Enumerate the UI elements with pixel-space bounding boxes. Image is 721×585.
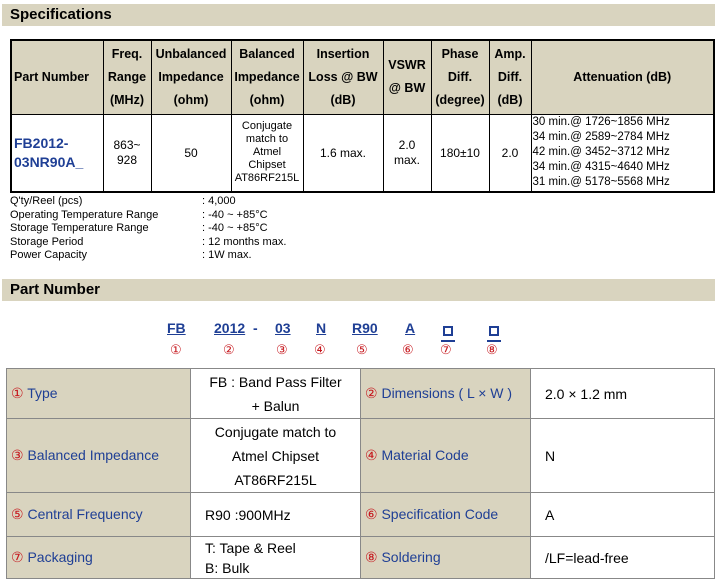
code-impedance: 03: [275, 320, 291, 336]
cell-amp-diff: 2.0: [489, 114, 531, 192]
note-row: Storage Temperature Range : -40 ~ +85°C: [10, 222, 268, 234]
circled-number: ⑦: [440, 342, 452, 357]
circled-number: ⑧: [486, 342, 498, 357]
header-insertion-loss: Insertion Loss @ BW (dB): [303, 40, 383, 114]
legend-row: [7, 419, 715, 493]
spec-data-row: [11, 114, 714, 192]
code-fb: FB: [167, 320, 186, 336]
legend-row: [7, 369, 715, 419]
packaging-value: T: Tape & Reel B: Bulk: [191, 537, 361, 579]
attenuation-line: 31 min.@ 5178~5568 MHz: [532, 176, 670, 189]
circled-number: ④: [314, 342, 326, 357]
header-phase-diff: Phase Diff. (degree): [431, 40, 489, 114]
circled-number: ⑥: [402, 342, 414, 357]
type-value: FB : Band Pass Filter + Balun: [191, 369, 361, 419]
specifications-heading: Specifications: [2, 4, 715, 26]
cell-phase-diff: 180±10: [431, 114, 489, 192]
spec-notes: [10, 195, 286, 263]
note-row: Power Capacity : 1W max.: [10, 249, 252, 261]
packaging-placeholder-icon: [443, 322, 455, 342]
code-dash: -: [253, 320, 258, 336]
header-part-number: Part Number: [11, 40, 103, 114]
circled-number: ③: [276, 342, 288, 357]
specification-code-label: ⑥ Specification Code: [361, 493, 531, 537]
header-freq: Freq. Range (MHz): [103, 40, 151, 114]
spec-header-row: [11, 40, 714, 114]
balanced-impedance-value: Conjugate match to Atmel Chipset AT86RF215L: [191, 419, 361, 493]
code-material: N: [316, 320, 327, 336]
central-frequency-label: ⑤ Central Frequency: [7, 493, 191, 537]
type-label: ① Type: [7, 369, 191, 419]
part-number-legend-table: [6, 368, 715, 579]
header-balanced-impedance: Balanced Impedance (ohm): [231, 40, 303, 114]
central-frequency-value: R90 :900MHz: [191, 493, 361, 537]
packaging-label: ⑦ Packaging: [7, 537, 191, 579]
specifications-table: [10, 39, 715, 193]
material-code-value: N: [531, 419, 715, 493]
circled-number: ⑤: [356, 342, 368, 357]
part-number-heading: Part Number: [2, 279, 715, 301]
code-spec: A: [405, 320, 416, 336]
attenuation-line: 34 min.@ 4315~4640 MHz: [532, 161, 670, 174]
header-vswr: VSWR @ BW: [383, 40, 431, 114]
soldering-value: /LF=lead-free: [531, 537, 715, 579]
cell-unbalanced: 50: [151, 114, 231, 192]
header-unbalanced-impedance: Unbalanced Impedance (ohm): [151, 40, 231, 114]
header-amp-diff: Amp. Diff. (dB): [489, 40, 531, 114]
dimensions-label: ② Dimensions ( L × W ): [361, 369, 531, 419]
dimensions-value: 2.0 × 1.2 mm: [531, 369, 715, 419]
note-row: Q'ty/Reel (pcs) : 4,000: [10, 195, 236, 207]
soldering-label: ⑧ Soldering: [361, 537, 531, 579]
code-dimension: 2012: [214, 320, 246, 336]
circled-number: ②: [223, 342, 235, 357]
attenuation-line: 34 min.@ 2589~2784 MHz: [532, 131, 670, 144]
note-row: Storage Period : 12 months max.: [10, 235, 287, 248]
note-row: Operating Temperature Range : -40 ~ +85°C: [10, 208, 268, 221]
part-number-code-diagram: [0, 320, 721, 360]
attenuation-line: 30 min.@ 1726~1856 MHz: [532, 116, 670, 129]
cell-attenuation: [531, 114, 714, 192]
header-attenuation: Attenuation (dB): [531, 40, 714, 114]
specification-code-value: A: [531, 493, 715, 537]
balanced-impedance-label: ③ Balanced Impedance: [7, 419, 191, 493]
cell-insertion-loss: 1.6 max.: [303, 114, 383, 192]
code-frequency: R90: [352, 320, 378, 336]
cell-part-number: FB2012- 03NR90A_: [11, 114, 103, 192]
soldering-placeholder-icon: [489, 322, 501, 342]
legend-row: [7, 537, 715, 579]
attenuation-line: 42 min.@ 3452~3712 MHz: [532, 146, 670, 159]
cell-freq: 863~ 928: [103, 114, 151, 192]
cell-balanced: Conjugate match to Atmel Chipset AT86RF215L: [231, 114, 303, 192]
circled-number: ①: [170, 342, 182, 357]
cell-vswr: 2.0 max.: [383, 114, 431, 192]
legend-row: [7, 493, 715, 537]
material-code-label: ④ Material Code: [361, 419, 531, 493]
